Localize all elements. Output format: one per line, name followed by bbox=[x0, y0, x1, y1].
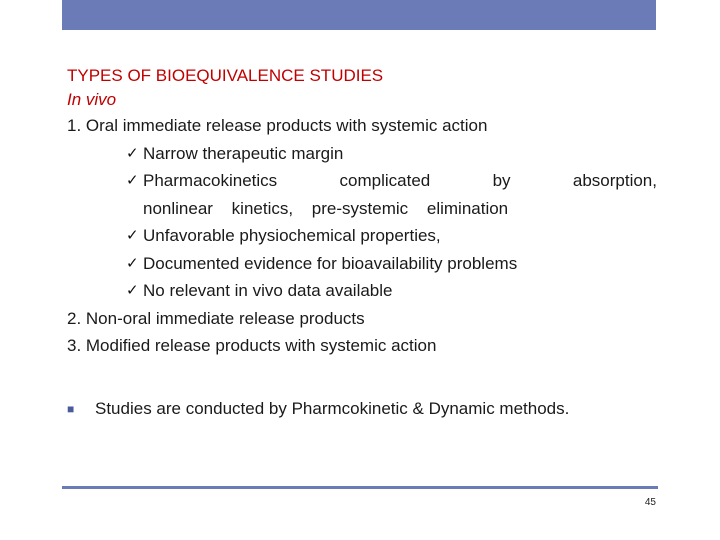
checkmark-icon: ✓ bbox=[126, 144, 139, 162]
header-bar bbox=[62, 0, 656, 30]
check-item-continuation: nonlinear kinetics, pre-systemic elimination bbox=[143, 198, 509, 218]
check-item: ✓ No relevant in vivo data available bbox=[67, 277, 657, 305]
checkmark-icon: ✓ bbox=[126, 172, 139, 189]
check-item: ✓ Narrow therapeutic margin bbox=[67, 140, 657, 168]
footer-divider bbox=[62, 486, 658, 489]
list-item-1: 1. Oral immediate release products with systemic action bbox=[67, 116, 488, 135]
check-item: ✓ Documented evidence for bioavailability problems bbox=[67, 250, 657, 278]
list-item-3: 3. Modified release products with systemic action bbox=[67, 336, 437, 355]
check-item: ✓ Pharmacokinetics complicated by absorption, bbox=[67, 167, 657, 195]
check-item: ✓ Unfavorable physiochemical properties, bbox=[67, 222, 657, 250]
list-item-2: 2. Non-oral immediate release products bbox=[67, 308, 365, 328]
bullet-paragraph bbox=[67, 395, 655, 423]
checkmark-icon: ✓ bbox=[126, 282, 139, 299]
bullet-text: Studies are conducted by Pharmcokinetic & Dynamic methods. bbox=[95, 399, 570, 418]
square-bullet-icon: ■ bbox=[67, 402, 75, 416]
checkmark-icon: ✓ bbox=[126, 227, 139, 244]
slide-content bbox=[67, 64, 657, 360]
slide-subheading: In vivo bbox=[67, 90, 117, 109]
checkmark-icon: ✓ bbox=[126, 254, 139, 272]
page-number: 45 bbox=[644, 497, 656, 508]
slide-heading: TYPES OF BIOEQUIVALENCE STUDIES bbox=[67, 66, 384, 85]
